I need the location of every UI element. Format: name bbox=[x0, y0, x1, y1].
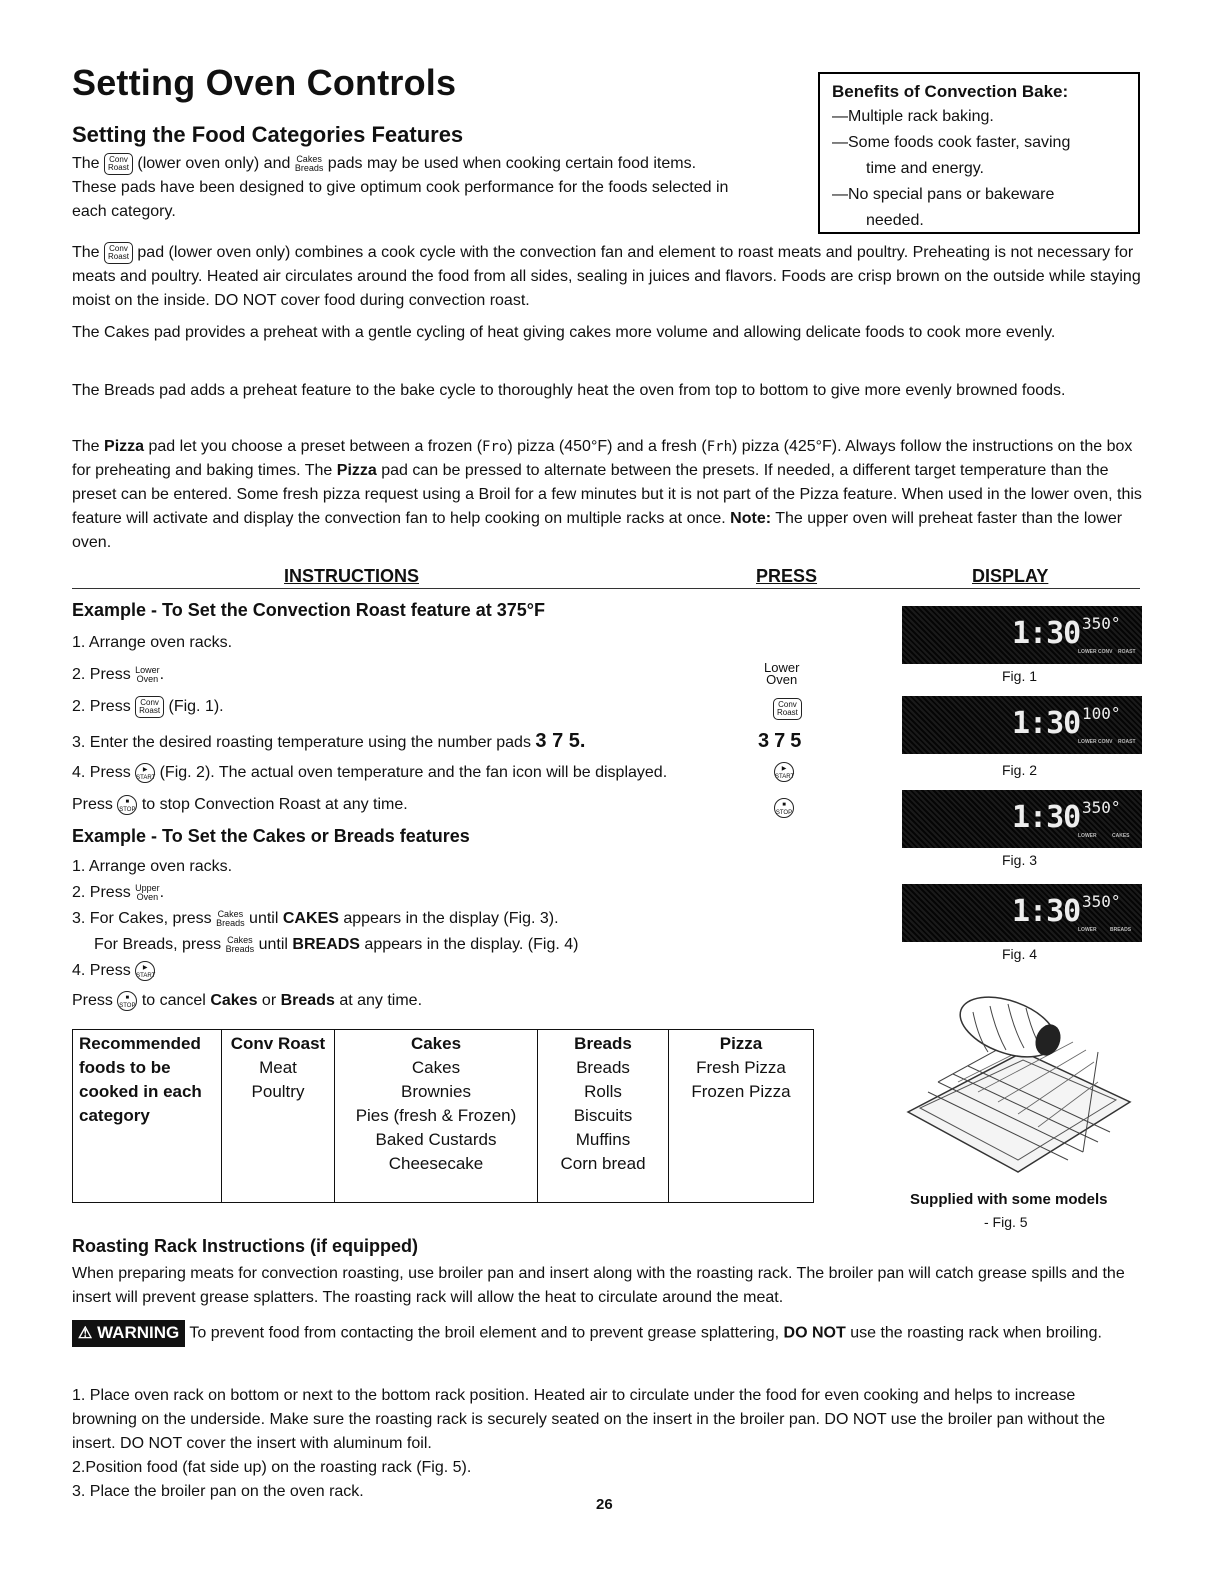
benefits-title: Benefits of Convection Bake: bbox=[832, 82, 1069, 101]
oven-display-fig2: 1:30 100° LOWER CONV ROAST bbox=[902, 696, 1142, 754]
benefit-line: —Some foods cook faster, saving bbox=[832, 134, 1071, 151]
fig5-caption: Supplied with some models bbox=[910, 1191, 1108, 1208]
cakes-breads-pad-icon: Cakes Breads bbox=[294, 153, 324, 173]
step: 2. Press Lower Oven. bbox=[72, 664, 165, 684]
example1-heading: Example - To Set the Convection Roast feature at 375°F bbox=[72, 600, 545, 620]
press-conv-roast: Conv Roast bbox=[773, 698, 802, 720]
example2-heading: Example - To Set the Cakes or Breads features bbox=[72, 826, 470, 846]
stop-pad-icon: ■ STOP bbox=[117, 795, 137, 815]
step: Press ■ STOP to cancel Cakes or Breads at any time. bbox=[72, 992, 423, 1009]
roasting-heading: Roasting Rack Instructions (if equipped) bbox=[72, 1236, 419, 1256]
fig4-label: Fig. 4 bbox=[1002, 946, 1038, 962]
benefit-line: —Multiple rack baking. bbox=[832, 108, 994, 125]
start-pad-icon: ▶ START bbox=[135, 961, 155, 981]
page-number: 26 bbox=[596, 1496, 613, 1513]
cakes-breads-pad-icon: Cakes Breads bbox=[225, 934, 255, 954]
step: 1. Arrange oven racks. bbox=[72, 858, 233, 875]
section-title: Setting the Food Categories Features bbox=[72, 122, 464, 147]
cakes-paragraph: The Cakes pad provides a preheat with a gentle cycling of heat giving cakes more volume and allowing delicate foods to cook more evenly. bbox=[72, 324, 1056, 341]
step: 4. Press ▶ START bbox=[72, 962, 156, 979]
conv-roast-pad-icon: Conv Roast bbox=[135, 696, 164, 718]
conv-roast-pad-icon: Conv Roast bbox=[104, 153, 133, 175]
press-header: PRESS bbox=[756, 566, 818, 586]
cakes-breads-pad-icon: Cakes Breads bbox=[216, 908, 245, 928]
upper-oven-pad-icon: Upper Oven bbox=[135, 882, 160, 902]
roasting-step: 3. Place the broiler pan on the oven rack. bbox=[72, 1483, 364, 1500]
step: 3. For Cakes, press Cakes Breads until CAKES appears in the display (Fig. 3). bbox=[72, 908, 559, 928]
instructions-header: INSTRUCTIONS bbox=[284, 566, 419, 586]
breads-paragraph: The Breads pad adds a preheat feature to the bake cycle to thoroughly heat the oven from top to bottom to give more evenly browned foods. bbox=[72, 382, 1066, 399]
press-start: ▶ START bbox=[774, 762, 794, 782]
roasting-step: 1. Place oven rack on bottom or next to the bottom rack position. Heated air to circulate under the food for even cooking and helps to increase browning on the underside. Make sure the roasting rack is securely seated on the insert in the broiler pan. DO NOT use the broiler pan without the insert. DO NOT cover the insert with aluminum foil. bbox=[72, 1387, 1106, 1452]
start-pad-icon: ▶ START bbox=[135, 763, 155, 783]
lower-oven-pad-icon: Lower Oven bbox=[135, 664, 160, 684]
warning-badge: ⚠ WARNING bbox=[72, 1320, 185, 1347]
table-row-header: Recommended foods to be cooked in each category bbox=[73, 1030, 222, 1203]
benefit-line: —No special pans or bakeware bbox=[832, 186, 1055, 203]
roasting-rack-illustration bbox=[898, 982, 1138, 1182]
press-lower-oven: Lower Oven bbox=[764, 660, 800, 687]
header-rule bbox=[72, 588, 1140, 589]
fig5-label: - Fig. 5 bbox=[984, 1214, 1028, 1230]
page-title: Setting Oven Controls bbox=[72, 62, 457, 103]
step: 2. Press Conv Roast (Fig. 1). bbox=[72, 696, 224, 718]
display-header: DISPLAY bbox=[972, 566, 1049, 586]
roasting-paragraph: When preparing meats for convection roasting, use broiler pan and insert along with the roasting rack. The broiler pan will catch grease spills and the insert will prevent grease splatters. The roasting rack will allow the heat to circulate around the meat. bbox=[72, 1265, 1125, 1306]
benefit-line: needed. bbox=[866, 212, 924, 229]
roasting-step: 2.Position food (fat side up) on the roasting rack (Fig. 5). bbox=[72, 1459, 472, 1476]
conv-roast-paragraph: The Conv Roast pad (lower oven only) combines a cook cycle with the convection fan and element to roast meats and poultry. Preheating is not necessary for meats and poultry. Heated air circulates around the food from all sides, sealing in juices and flavors. Foods are crisp brown on the outside while staying moist on the inside. DO NOT cover food during convection roast. bbox=[72, 243, 1141, 309]
fig1-label: Fig. 1 bbox=[1002, 668, 1038, 684]
fig3-label: Fig. 3 bbox=[1002, 852, 1038, 868]
benefit-line: time and energy. bbox=[866, 160, 984, 177]
step: 3. Enter the desired roasting temperature using the number pads 3 7 5. bbox=[72, 730, 586, 752]
step: 2. Press Upper Oven. bbox=[72, 882, 165, 902]
table-col-conv-roast: Conv Roast Meat Poultry bbox=[222, 1030, 335, 1203]
food-category-table bbox=[72, 1029, 814, 1203]
warning-paragraph: ⚠ WARNING To prevent food from contacting the broil element and to prevent grease splattering, DO NOT use the roasting rack when broiling. bbox=[72, 1320, 1142, 1347]
oven-display-fig1: 1:30 350° LOWER CONV ROAST bbox=[902, 606, 1142, 664]
press-number-pads: 375 bbox=[758, 730, 807, 752]
step: 4. Press ▶ START (Fig. 2). The actual oven temperature and the fan icon will be displayed. bbox=[72, 764, 668, 781]
step: 1. Arrange oven racks. bbox=[72, 634, 233, 651]
pizza-paragraph: The Pizza pad let you choose a preset between a frozen (Fro) pizza (450°F) and a fresh (Frh) pizza (425°F). Always follow the instructions on the box for preheating and baking times. The Pizza pad can be pressed to alternate between the presets. If needed, a different target temperature than the preset can be entered. Some fresh pizza request using a Broil for a few minutes but it is not part of the Pizza feature. When used in the lower oven, this feature will activate and display the convection fan to help cooking on multiple racks at once. Note: The upper oven will preheat faster than the lower oven. bbox=[72, 438, 1142, 551]
step: For Breads, press Cakes Breads until BREADS appears in the display. (Fig. 4) bbox=[94, 934, 579, 954]
benefits-box bbox=[818, 72, 1140, 234]
conv-roast-pad-icon: Conv Roast bbox=[104, 242, 133, 264]
warning-triangle-icon: ⚠ bbox=[78, 1325, 93, 1342]
intro-paragraph: The Conv Roast (lower oven only) and Cakes Breads pads may be used when cooking certain food items. These pads have been designed to give optimum cook performance for the foods selected in each category. bbox=[72, 153, 729, 220]
stop-pad-icon: ■ STOP bbox=[117, 991, 137, 1011]
fig2-label: Fig. 2 bbox=[1002, 762, 1038, 778]
table-col-breads: Breads Breads Rolls Biscuits Muffins Corn bread bbox=[538, 1030, 669, 1203]
oven-display-fig4: 1:30 350° LOWER BREADS bbox=[902, 884, 1142, 942]
oven-display-fig3: 1:30 350° LOWER CAKES bbox=[902, 790, 1142, 848]
step: Press ■ STOP to stop Convection Roast at any time. bbox=[72, 796, 408, 813]
press-stop: ■ STOP bbox=[774, 798, 794, 818]
table-col-cakes: Cakes Cakes Brownies Pies (fresh & Frozen) Baked Custards Cheesecake bbox=[335, 1030, 538, 1203]
table-col-pizza: Pizza Fresh Pizza Frozen Pizza bbox=[669, 1030, 814, 1203]
